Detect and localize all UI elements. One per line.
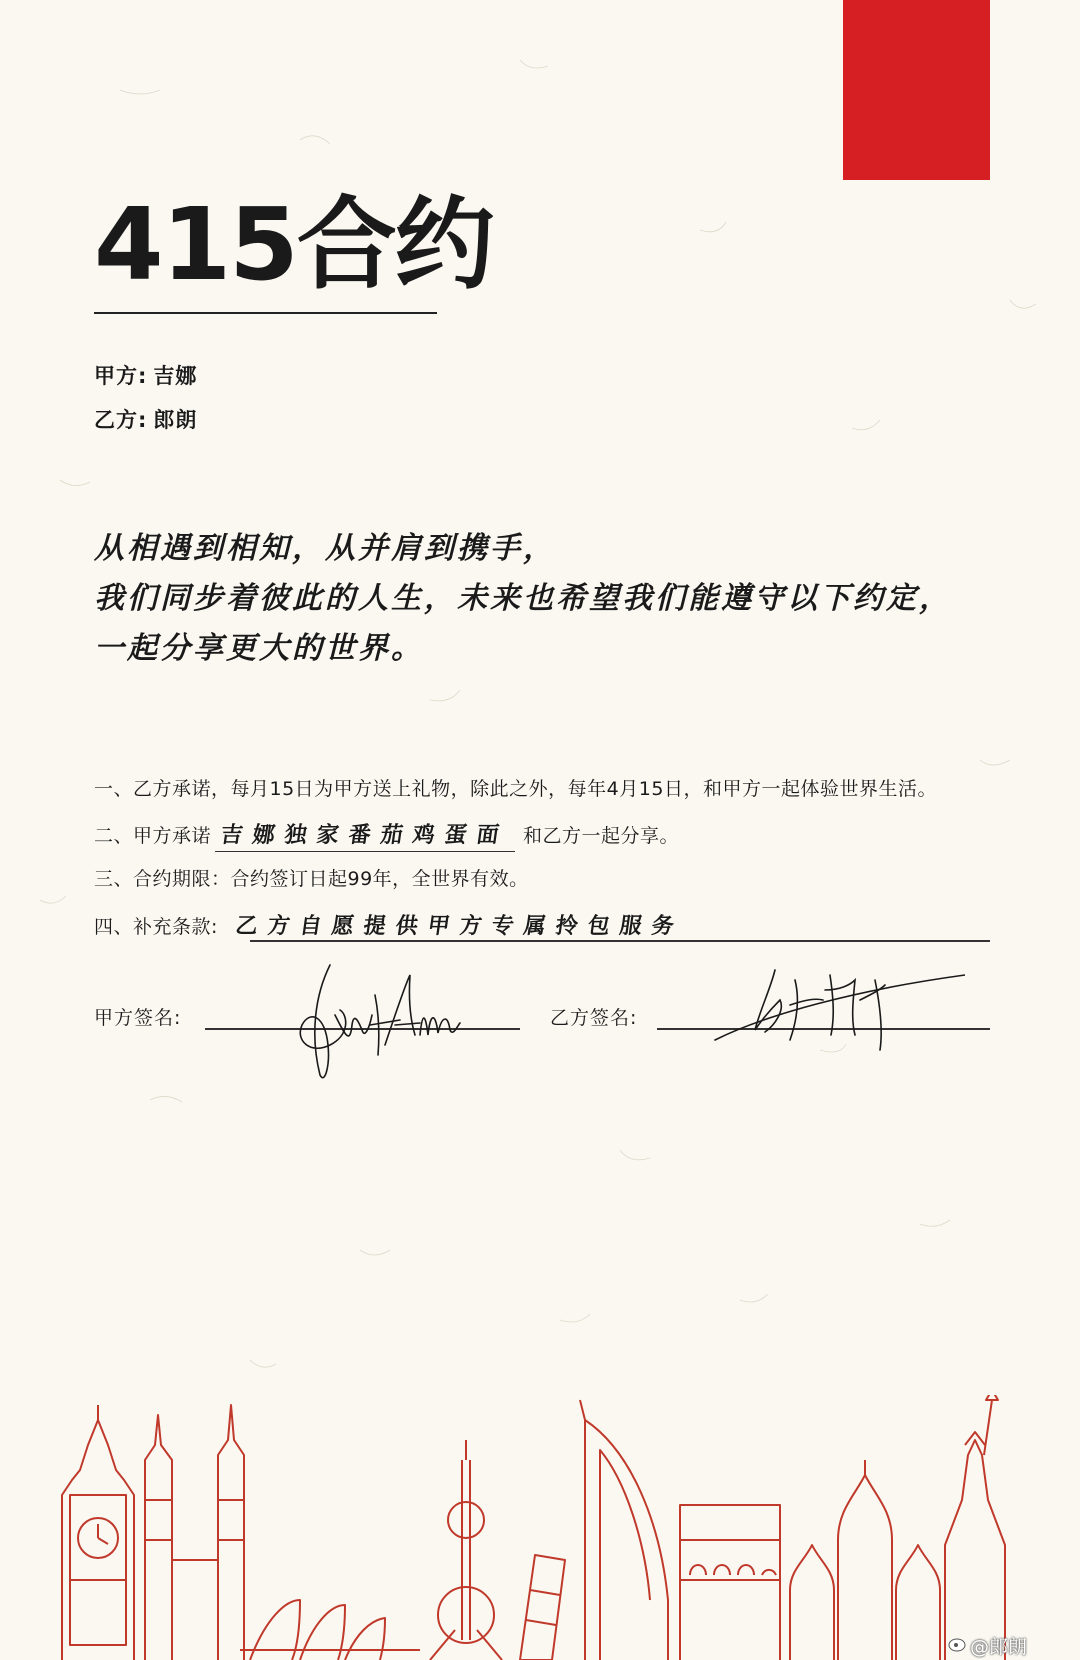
intro-line-2: 我们同步着彼此的人生，未来也希望我们能遵守以下约定， [94,581,952,616]
intro-line-1: 从相遇到相知，从并肩到携手， [94,531,556,566]
signature-b-image [705,960,965,1060]
contract-title: 415合约 [94,186,493,303]
clause-4-underline [250,940,990,942]
world-landmarks-skyline [0,1395,1080,1660]
clause-4-handwriting: 乙方自愿提供甲方专属拎包服务 [234,913,687,939]
watermark-text: @郎朗 [970,1636,1028,1658]
clause-2 [94,818,679,852]
clause-4-prefix: 四、补充条款: [94,916,218,938]
weibo-icon [948,1634,968,1652]
signature-a-image [290,955,470,1090]
clause-1: 一、乙方承诺，每月15日为甲方送上礼物，除此之外，每年4月15日，和甲方一起体验世界生活。 [94,778,937,800]
clause-2-fill [215,818,515,852]
big-ben-icon [62,1405,134,1660]
party-b-name: 郎朗 [153,408,198,432]
leaning-tower-icon [520,1555,565,1660]
party-b-label: 乙方: [94,408,148,432]
party-a [94,360,197,390]
red-corner-block [843,0,990,180]
clause-4 [94,909,687,940]
colosseum-icon [680,1505,780,1660]
statue-of-liberty-icon [945,1395,1005,1660]
oriental-pearl-tower-icon [430,1440,502,1660]
clause-3: 三、合约期限：合约签订日起99年，全世界有效。 [94,868,529,890]
clause-2-prefix: 二、甲方承诺 [94,825,212,847]
clause-2-handwriting: 吉娜独家番茄鸡蛋面 [218,822,511,848]
signature-a-label: 甲方签名: [94,1007,182,1029]
st-basils-cathedral-icon [790,1460,940,1660]
petronas-towers-icon [145,1405,244,1660]
party-b [94,404,197,434]
clause-2-suffix: 和乙方一起分享。 [523,825,680,847]
opera-house-icon [240,1600,420,1660]
signature-b-label: 乙方签名: [550,1007,638,1029]
title-underline [94,312,437,314]
party-a-name: 吉娜 [153,364,198,388]
party-a-label: 甲方: [94,364,148,388]
intro-line-3: 一起分享更大的世界。 [94,631,424,666]
burj-al-arab-icon [580,1400,668,1660]
